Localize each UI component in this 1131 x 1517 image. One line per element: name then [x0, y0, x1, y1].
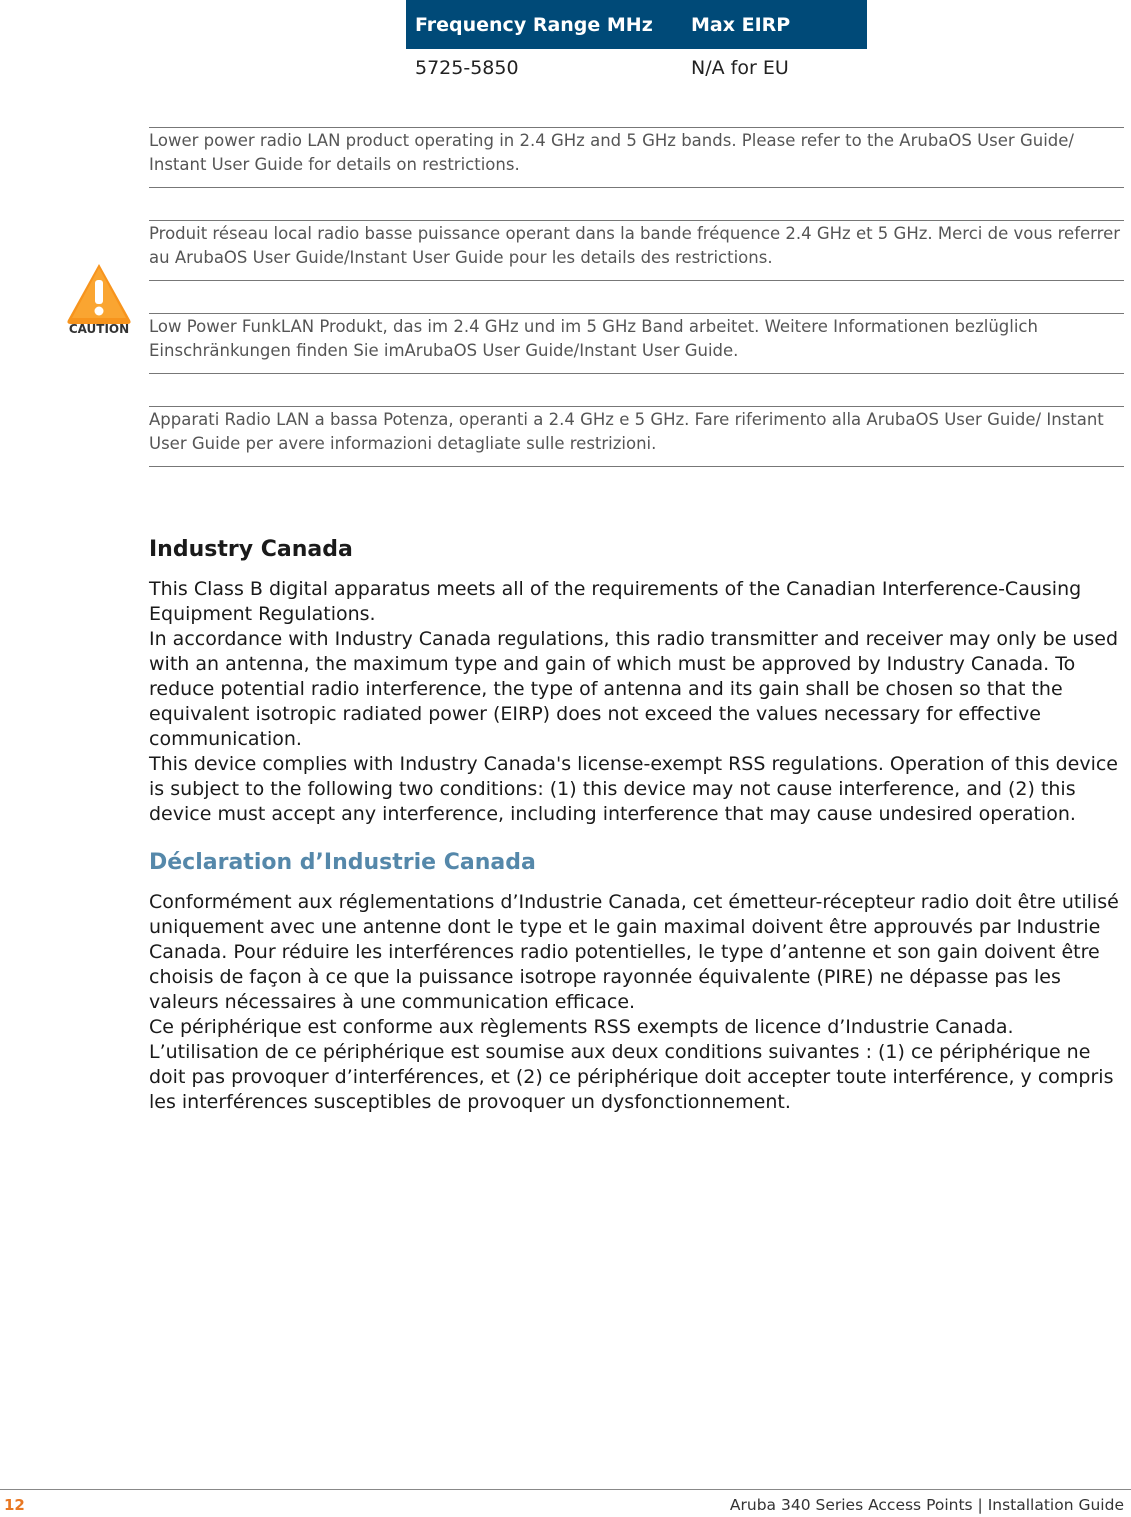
industry-canada-body — [149, 577, 1124, 827]
paragraph: This Class B digital apparatus meets all of the requirements of the Canadian Interference-Causing Equipment Regulations. — [149, 578, 1082, 625]
paragraph: This device complies with Industry Canada's license-exempt RSS regulations. Operation of this device is subject to the following two conditions: (1) this device may not cause interference, and (2) this device must accept any interference, including interference that may cause undesired operation. — [149, 753, 1118, 825]
caution-note-french: Produit réseau local radio basse puissance operant dans la bande fréquence 2.4 GHz et 5 GHz. Merci de vous referrer au ArubaOS User Guide/Instant User Guide pour les details des restrictions. — [149, 220, 1124, 281]
footer-divider — [0, 1489, 1131, 1490]
paragraph: Ce périphérique est conforme aux règlements RSS exempts de licence d’Industrie Canada. L’utilisation de ce périphérique est soumise aux deux conditions suivantes : (1) ce périphérique ne doit pas provoquer d’interférences, et (2) ce périphérique doit accepter toute interférence, y compris les interférences susceptibles de provoquer un dysfonctionnement. — [149, 1016, 1114, 1113]
caution-icon — [62, 262, 136, 336]
table-header-max-eirp: Max EIRP — [682, 0, 867, 49]
footer-doc-title: Aruba 340 Series Access Points | Installation Guide — [729, 1496, 1124, 1514]
table-cell-max-eirp: N/A for EU — [691, 57, 789, 79]
declaration-body — [149, 890, 1124, 1115]
caution-icon-label: CAUTION — [68, 322, 130, 336]
frequency-table — [406, 0, 867, 82]
caution-note-english: Lower power radio LAN product operating in 2.4 GHz and 5 GHz bands. Please refer to the ArubaOS User Guide/ Instant User Guide for details on restrictions. — [149, 127, 1124, 188]
section-title-declaration: Déclaration d’Industrie Canada — [149, 850, 536, 875]
paragraph: In accordance with Industry Canada regulations, this radio transmitter and receiver may only be used with an antenna, the maximum type and gain of which must be approved by Industry Canada. To reduce potential radio interference, the type of antenna and its gain shall be chosen so that the equivalent isotropic radiated power (EIRP) does not exceed the values necessary for effective communication. — [149, 628, 1119, 750]
table-row — [406, 49, 867, 82]
page-number: 12 — [4, 1496, 25, 1514]
caution-note-german: Low Power FunkLAN Produkt, das im 2.4 GHz und im 5 GHz Band arbeitet. Weitere Informationen bezlüglich Einschränkungen finden Sie imArubaOS User Guide/Instant User Guide. — [149, 313, 1124, 374]
table-header-row — [406, 0, 867, 49]
table-cell-frequency: 5725-5850 — [415, 57, 519, 79]
table-header-frequency: Frequency Range MHz — [406, 0, 682, 49]
caution-notes — [149, 127, 1124, 499]
paragraph: Conformément aux réglementations d’Industrie Canada, cet émetteur-récepteur radio doit être utilisé uniquement avec une antenne dont le type et le gain maximal doivent être approuvés par Industrie Canada. Pour réduire les interférences radio potentielles, le type d’antenne et son gain doivent être choisis de façon à ce que la puissance isotrope rayonnée équivalente (PIRE) ne dépasse pas les valeurs nécessaires à une communication efficace. — [149, 891, 1119, 1013]
caution-note-italian: Apparati Radio LAN a bassa Potenza, operanti a 2.4 GHz e 5 GHz. Fare riferimento alla ArubaOS User Guide/ Instant User Guide per avere informazioni detagliate sulle restrizioni. — [149, 406, 1124, 467]
section-title-industry-canada: Industry Canada — [149, 537, 353, 562]
